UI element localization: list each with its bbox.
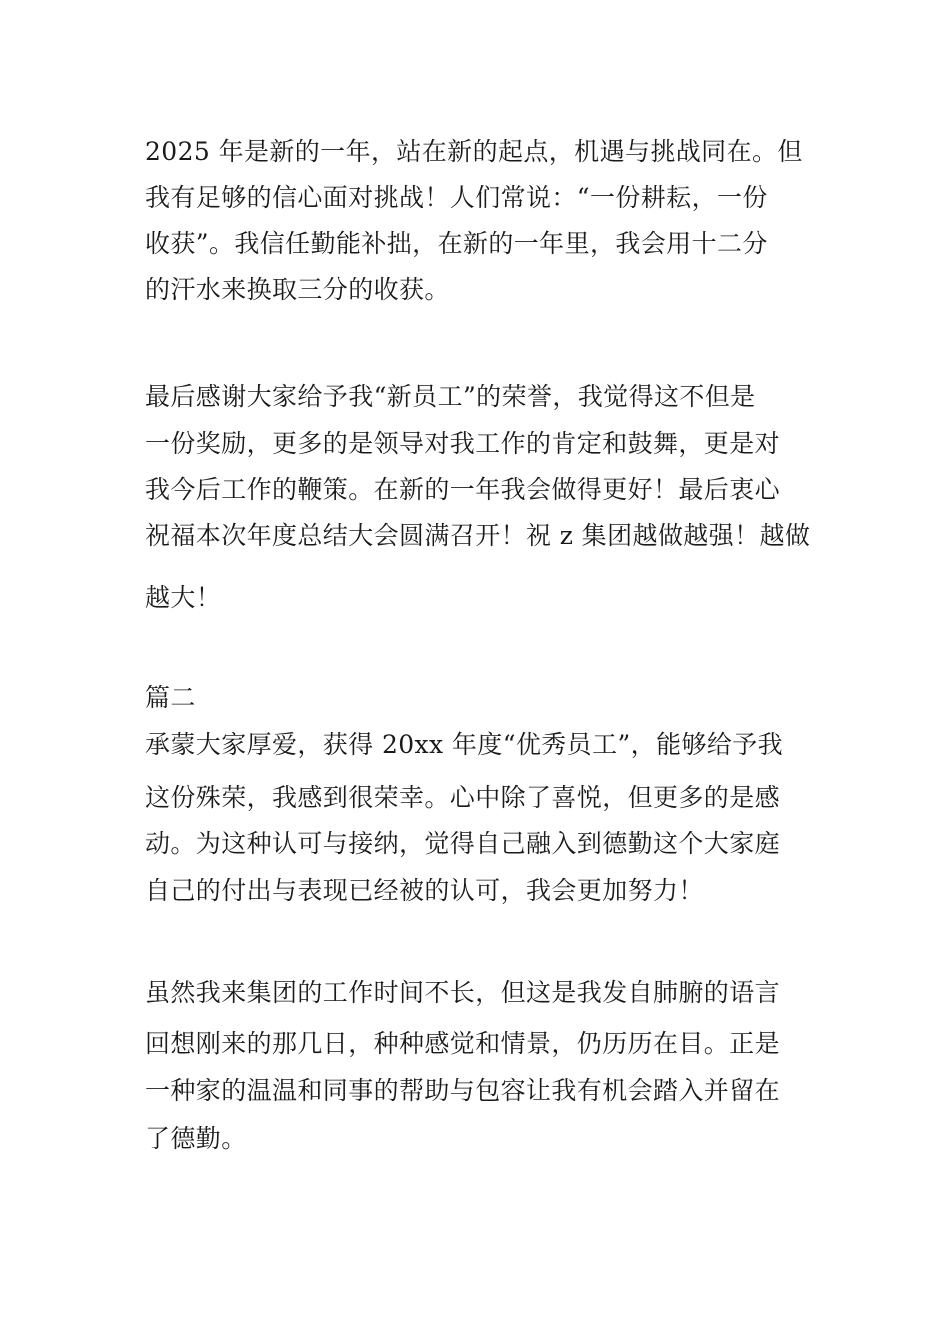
paragraph-2-line: 最后感谢大家给予我“新员工”的荣誉，我觉得这不但是 — [145, 382, 756, 411]
paragraph-2-line: 我今后工作的鞭策。在新的一年我会做得更好！最后衷心 — [145, 475, 781, 504]
paragraph-1-line: 收获”。我信任勤能补拙，在新的一年里，我会用十二分 — [145, 229, 768, 258]
paragraph-4-line: 了德勤。 — [145, 1124, 247, 1153]
paragraph-1-line: 的汗水来换取三分的收获。 — [145, 275, 450, 304]
section-heading: 篇二 — [145, 683, 196, 712]
paragraph-2-line: 越大！ — [145, 583, 222, 612]
paragraph-3-line: 自己的付出与表现已经被的认可，我会更加努力！ — [145, 876, 704, 905]
paragraph-4-line: 虽然我来集团的工作时间不长，但这是我发自肺腑的语言 — [145, 978, 781, 1007]
paragraph-2-line: 祝福本次年度总结大会圆满召开！祝 z 集团越做越强！越做 — [145, 521, 811, 550]
paragraph-1-line: 我有足够的信心面对挑战！人们常说：“一份耕耘，一份 — [145, 183, 768, 212]
paragraph-1-line: 2025 年是新的一年，站在新的起点，机遇与挑战同在。但 — [145, 137, 803, 166]
paragraph-3-line: 承蒙大家厚爱，获得 20xx 年度“优秀员工”，能够给予我 — [145, 730, 784, 759]
paragraph-4-line: 回想刚来的那几日，种种感觉和情景，仍历历在目。正是 — [145, 1029, 781, 1058]
paragraph-2-line: 一份奖励，更多的是领导对我工作的肯定和鼓舞，更是对 — [145, 429, 781, 458]
paragraph-3-line: 这份殊荣，我感到很荣幸。心中除了喜悦，但更多的是感 — [145, 783, 781, 812]
paragraph-4-line: 一种家的温温和同事的帮助与包容让我有机会踏入并留在 — [145, 1076, 781, 1105]
paragraph-3-line: 动。为这种认可与接纳，觉得自己融入到德勤这个大家庭 — [145, 829, 781, 858]
